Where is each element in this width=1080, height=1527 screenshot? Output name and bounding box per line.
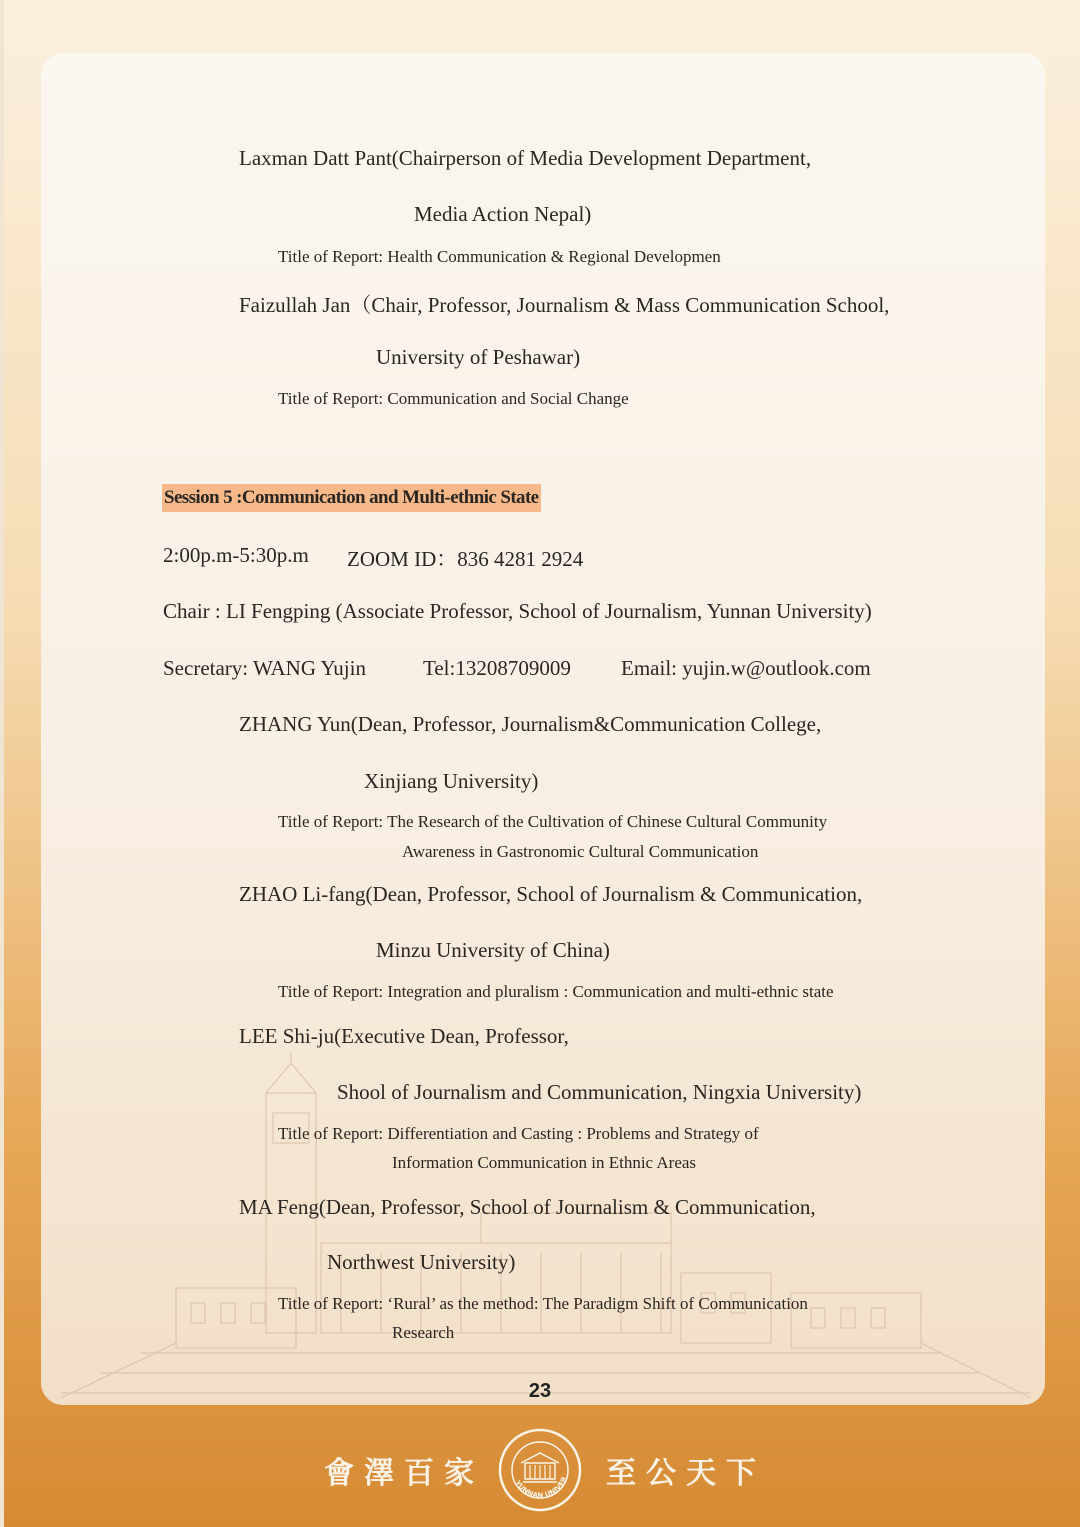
speaker-name-line: Faizullah Jan（Chair, Professor, Journalism & Mass Communication School, — [239, 293, 890, 317]
report-title: Title of Report: Integration and pluralism : Communication and multi-ethnic state — [278, 982, 834, 1001]
report-title-continued: Information Communication in Ethnic Areas — [392, 1153, 697, 1172]
university-seal-logo — [497, 1427, 583, 1513]
motto-right: 至公天下 — [606, 1456, 766, 1491]
report-title: Title of Report: Communication and Social Change — [278, 389, 629, 408]
session-time: 2:00p.m-5:30p.m — [163, 543, 309, 567]
speaker-affiliation-line: University of Peshawar) — [376, 345, 581, 369]
speaker-affiliation-line: Minzu University of China) — [376, 938, 610, 962]
speaker-affiliation-line: Xinjiang University) — [364, 769, 539, 793]
session-chair: Chair : LI Fengping (Associate Professor, School of Journalism, Yunnan University) — [163, 599, 872, 623]
speaker-name-line: LEE Shi-ju(Executive Dean, Professor, — [239, 1024, 569, 1048]
report-title: Title of Report: Health Communication & Regional Developmen — [278, 247, 721, 266]
speaker-affiliation-line: Media Action Nepal) — [414, 202, 592, 226]
speaker-name-line: ZHANG Yun(Dean, Professor, Journalism&Communication College, — [239, 712, 822, 736]
speaker-affiliation-line: Northwest University) — [327, 1250, 516, 1274]
secretary-email: Email: yujin.w@outlook.com — [621, 656, 871, 680]
speaker-name-line: Laxman Datt Pant(Chairperson of Media Development Department, — [239, 146, 812, 170]
motto-left: 會澤百家 — [324, 1456, 484, 1491]
report-title: Title of Report: Differentiation and Casting : Problems and Strategy of — [278, 1124, 759, 1143]
speaker-affiliation-line: Shool of Journalism and Communication, Ningxia University) — [337, 1080, 862, 1104]
secretary-tel: Tel:13208709009 — [423, 656, 571, 680]
page-edge — [0, 0, 4, 1527]
report-title: Title of Report: ‘Rural’ as the method: The Paradigm Shift of Communication — [278, 1294, 808, 1313]
report-title-continued: Awareness in Gastronomic Cultural Communication — [402, 842, 759, 861]
report-title: Title of Report: The Research of the Cultivation of Chinese Cultural Community — [278, 812, 828, 831]
report-title-continued: Research — [392, 1323, 455, 1342]
session-title: Session 5 :Communication and Multi-ethnic State — [162, 484, 541, 512]
page-number: 23 — [528, 1380, 552, 1402]
speaker-name-line: ZHAO Li-fang(Dean, Professor, School of Journalism & Communication, — [239, 882, 863, 906]
svg-text:YUNNAN UNIVERSITY: YUNNAN UNIVER — [513, 1475, 569, 1500]
speaker-name-line: MA Feng(Dean, Professor, School of Journalism & Communication, — [239, 1195, 816, 1219]
zoom-id: ZOOM ID：836 4281 2924 — [347, 547, 584, 571]
session-secretary: Secretary: WANG Yujin — [163, 656, 366, 680]
